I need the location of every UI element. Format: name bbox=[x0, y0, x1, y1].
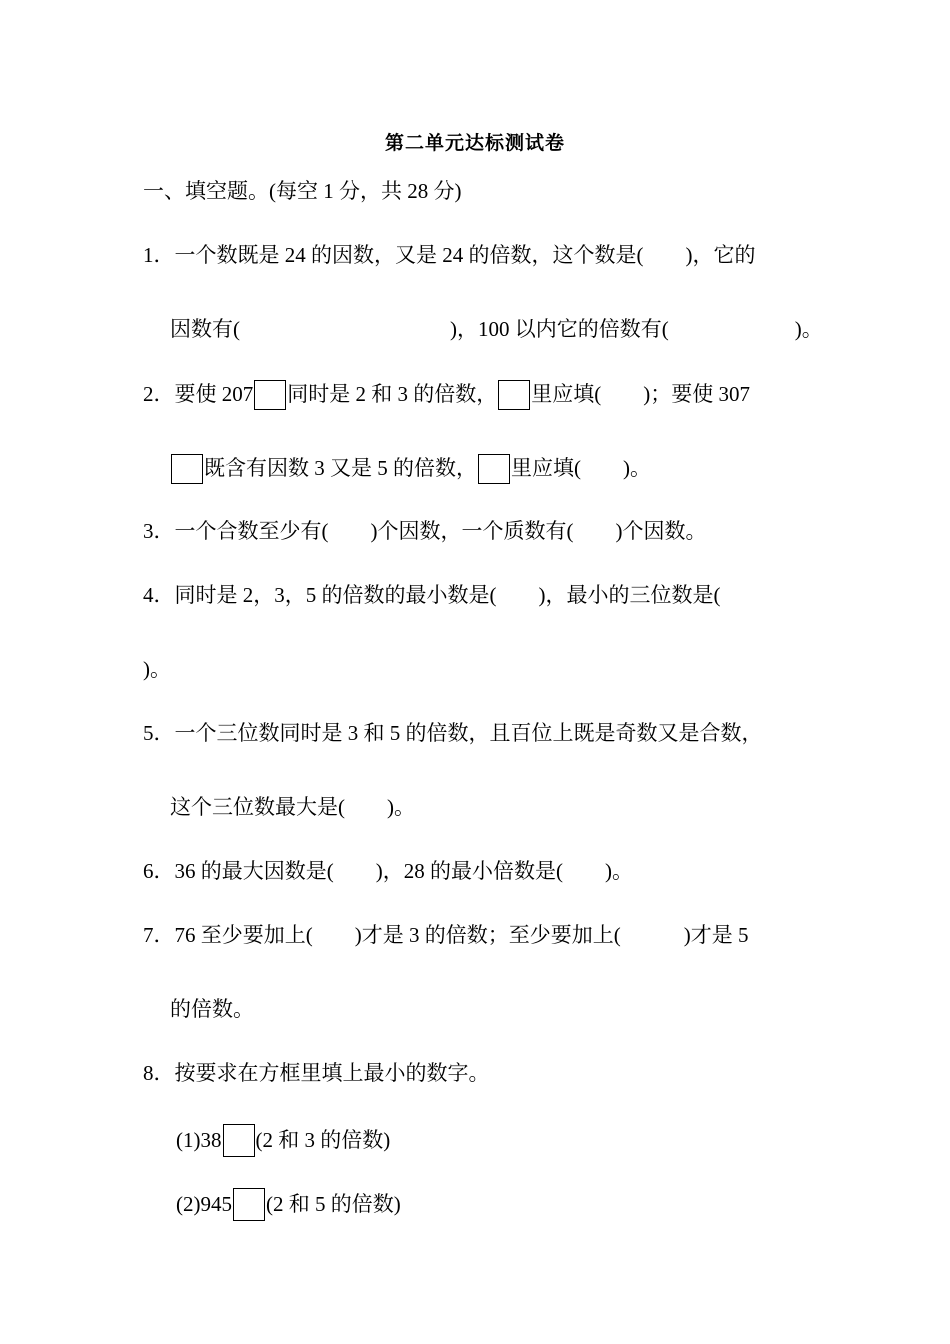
section-heading: 一、填空题。(每空 1 分，共 28 分) bbox=[143, 179, 462, 203]
question-8-part-1 bbox=[176, 1124, 390, 1157]
question-3: 3．一个合数至少有( )个因数，一个质数有( )个因数。 bbox=[143, 519, 707, 543]
question-7-line-2: 的倍数。 bbox=[170, 997, 254, 1021]
question-2-line-1 bbox=[143, 380, 750, 410]
part-2-condition: (2 和 5 的倍数) bbox=[266, 1192, 401, 1216]
answer-box[interactable] bbox=[254, 380, 286, 410]
part-1-condition: (2 和 3 的倍数) bbox=[255, 1128, 391, 1152]
question-2-text-c: 里应填( )；要使 307 bbox=[531, 382, 750, 406]
question-2-text-b: 同时是 2 和 3 的倍数， bbox=[287, 382, 498, 406]
question-2-text-d: 既含有因数 3 又是 5 的倍数， bbox=[204, 456, 477, 480]
answer-box[interactable] bbox=[171, 454, 203, 484]
question-7-line-1: 7．76 至少要加上( )才是 3 的倍数；至少要加上( )才是 5 bbox=[143, 923, 749, 947]
question-8-part-2 bbox=[176, 1188, 401, 1221]
question-8-stem: 8．按要求在方框里填上最小的数字。 bbox=[143, 1061, 490, 1085]
answer-box[interactable] bbox=[233, 1188, 265, 1221]
question-2-text-a: 2．要使 207 bbox=[143, 382, 254, 406]
question-1-line-2: 因数有( )，100 以内它的倍数有( )。 bbox=[170, 317, 823, 341]
page-title: 第二单元达标测试卷 bbox=[384, 133, 565, 154]
question-5-line-2: 这个三位数最大是( )。 bbox=[170, 795, 415, 819]
question-4-line-1: 4．同时是 2，3，5 的倍数的最小数是( )，最小的三位数是( bbox=[143, 583, 721, 607]
answer-box bbox=[478, 454, 510, 484]
answer-box bbox=[498, 380, 530, 410]
part-2-number: (2)945 bbox=[176, 1192, 232, 1216]
question-4-line-2: )。 bbox=[143, 657, 171, 681]
question-6: 6．36 的最大因数是( )，28 的最小倍数是( )。 bbox=[143, 859, 633, 883]
question-2-text-e: 里应填( )。 bbox=[511, 456, 651, 480]
question-2-line-2 bbox=[170, 454, 651, 484]
answer-box[interactable] bbox=[223, 1124, 255, 1157]
question-1-line-1: 1．一个数既是 24 的因数，又是 24 的倍数，这个数是( )，它的 bbox=[143, 243, 756, 267]
part-1-number: (1)38 bbox=[176, 1128, 222, 1152]
question-5-line-1: 5．一个三位数同时是 3 和 5 的倍数，且百位上既是奇数又是合数， bbox=[143, 721, 763, 745]
